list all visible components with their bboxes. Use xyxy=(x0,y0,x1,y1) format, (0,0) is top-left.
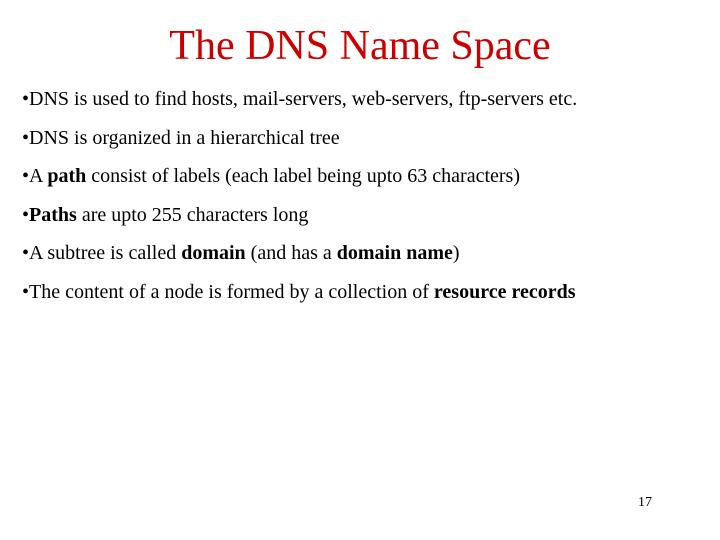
bullet-marker: • xyxy=(22,203,30,226)
bullet-text: The content of a node is formed by a collection of xyxy=(29,280,434,303)
bullet-item xyxy=(22,164,712,203)
bullet-text: A subtree is called xyxy=(29,242,182,264)
bullet-item xyxy=(22,203,712,242)
bullet-term-paths: Paths xyxy=(29,203,77,226)
bullet-term-resource-records: resource records xyxy=(433,280,576,303)
bullet-list xyxy=(22,87,712,318)
slide-title: The DNS Name Space xyxy=(169,23,551,69)
bullet-text: are upto 255 characters long xyxy=(76,203,309,226)
bullet-text: DNS is used to find hosts, mail-servers, web-servers, ftp-servers etc. xyxy=(29,88,578,110)
bullet-marker: • xyxy=(22,242,30,264)
bullet-marker: • xyxy=(22,88,30,110)
bullet-term-path: path xyxy=(47,165,87,187)
bullet-text: A xyxy=(29,165,48,187)
bullet-marker: • xyxy=(22,280,30,303)
page-number: 17 xyxy=(638,495,652,510)
bullet-item xyxy=(22,87,712,126)
bullet-text: ) xyxy=(452,242,460,264)
bullet-text: consist of labels (each label being upto 63 characters) xyxy=(86,165,520,187)
bullet-marker: • xyxy=(22,165,30,187)
bullet-text: (and has a xyxy=(245,242,337,264)
bullet-text: DNS is organized in a hierarchical tree xyxy=(29,126,340,149)
bullet-item xyxy=(22,126,712,165)
bullet-term-domain: domain xyxy=(181,242,246,264)
bullet-item xyxy=(22,241,712,280)
bullet-term-domain-name: domain name xyxy=(336,242,453,264)
bullet-item xyxy=(22,280,712,319)
bullet-marker: • xyxy=(22,126,30,149)
